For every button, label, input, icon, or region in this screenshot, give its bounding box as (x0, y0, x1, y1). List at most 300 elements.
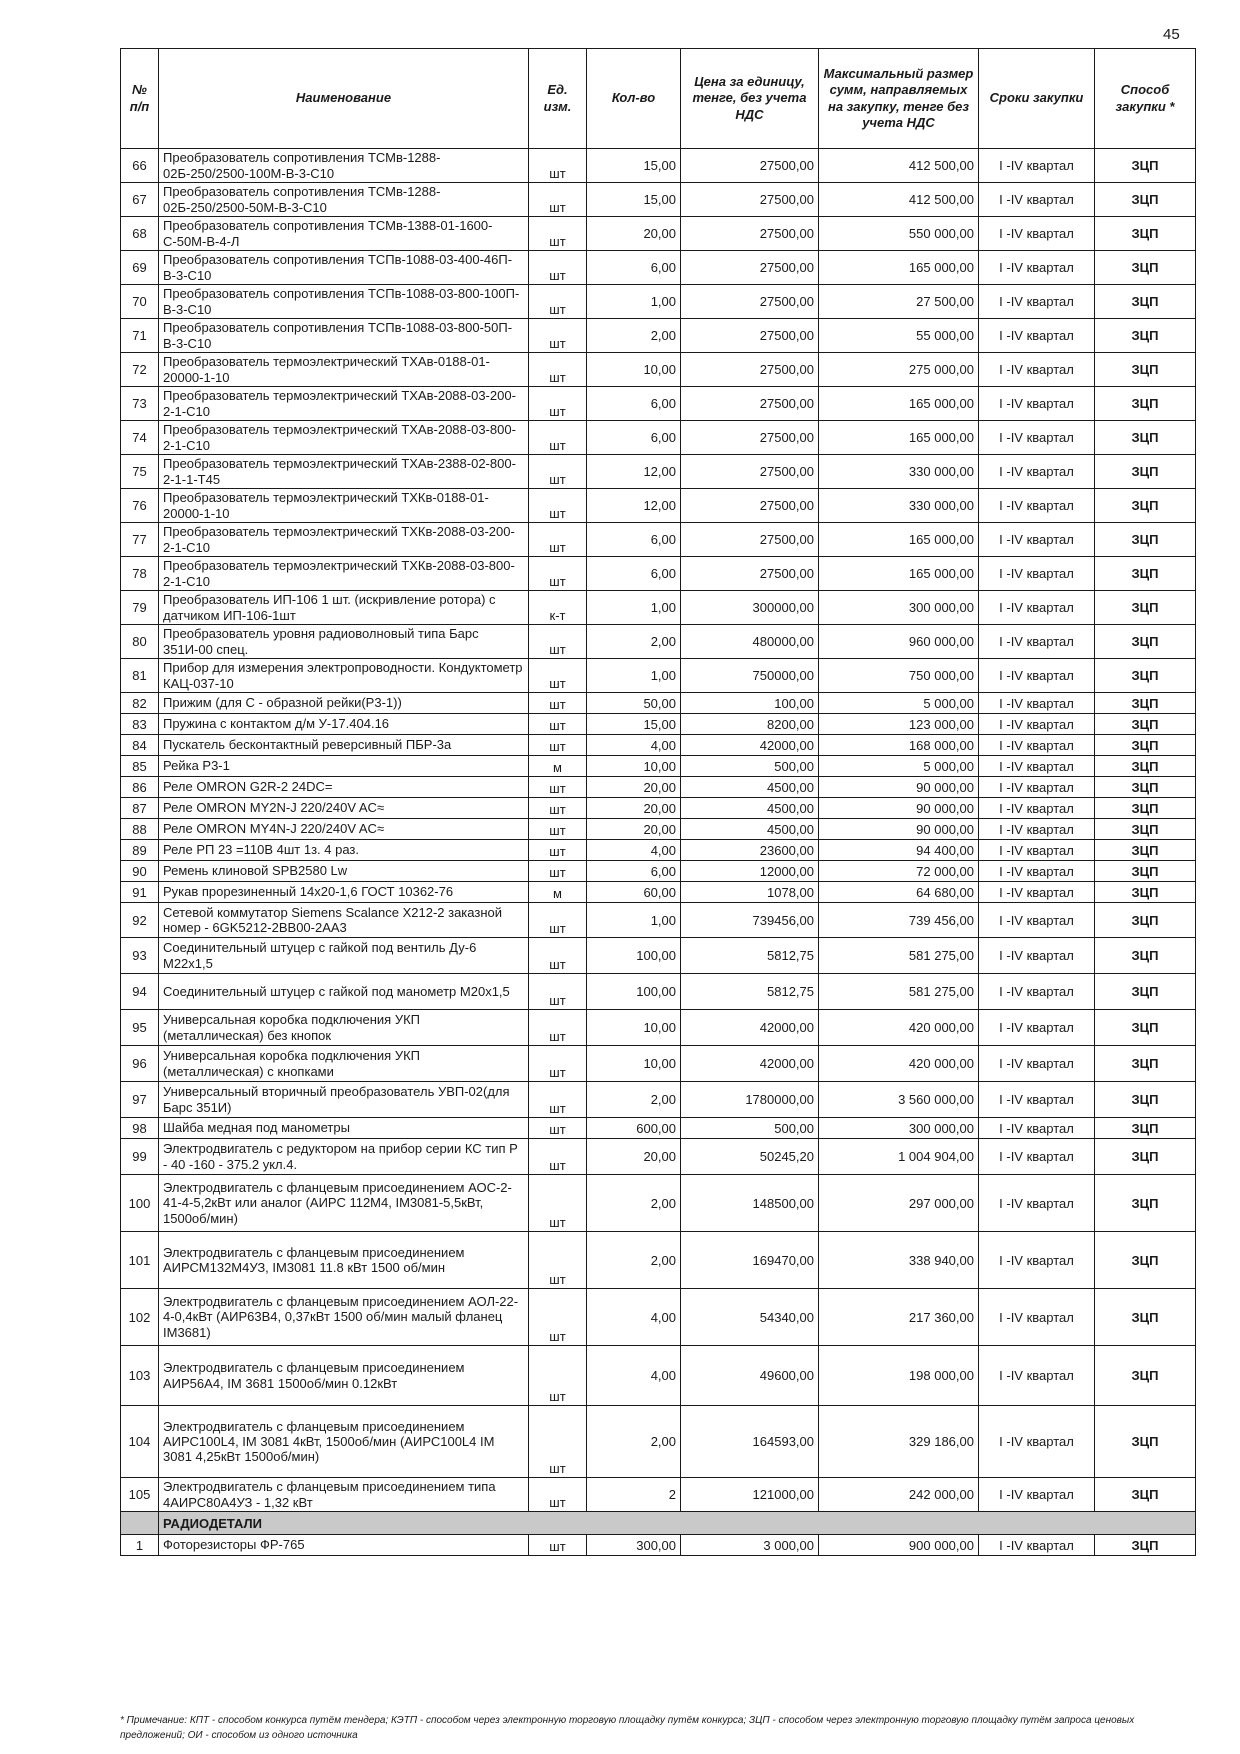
row-number: 76 (121, 489, 159, 523)
term-cell: I -IV квартал (979, 840, 1095, 861)
item-name: Универсальная коробка подключения УКП (металлическая) без кнопок (159, 1010, 529, 1046)
procurement-table (120, 48, 1196, 1556)
method-cell: ЗЦП (1095, 183, 1196, 217)
unit-cell: к-т (529, 591, 587, 625)
table-row (121, 455, 1196, 489)
term-cell: I -IV квартал (979, 421, 1095, 455)
unit-price-cell: 27500,00 (681, 251, 819, 285)
term-cell: I -IV квартал (979, 1175, 1095, 1232)
unit-cell: шт (529, 523, 587, 557)
item-name: Реле РП 23 =110В 4шт 1з. 4 раз. (159, 840, 529, 861)
method-cell: ЗЦП (1095, 1118, 1196, 1139)
unit-price-cell: 27500,00 (681, 523, 819, 557)
unit-cell: шт (529, 285, 587, 319)
page-number: 45 (1163, 26, 1180, 43)
unit-price-cell: 4500,00 (681, 777, 819, 798)
method-cell: ЗЦП (1095, 1139, 1196, 1175)
unit-cell: шт (529, 1082, 587, 1118)
quantity-cell: 6,00 (587, 387, 681, 421)
unit-price-cell: 169470,00 (681, 1232, 819, 1289)
table-row (121, 777, 1196, 798)
unit-price-cell: 500,00 (681, 756, 819, 777)
unit-price-cell: 49600,00 (681, 1346, 819, 1406)
term-cell: I -IV квартал (979, 557, 1095, 591)
unit-price-cell: 1078,00 (681, 882, 819, 903)
unit-price-cell: 27500,00 (681, 421, 819, 455)
unit-price-cell: 27500,00 (681, 149, 819, 183)
row-number: 70 (121, 285, 159, 319)
term-cell: I -IV квартал (979, 693, 1095, 714)
row-number: 68 (121, 217, 159, 251)
unit-price-cell: 1780000,00 (681, 1082, 819, 1118)
row-number: 98 (121, 1118, 159, 1139)
unit-price-cell: 300000,00 (681, 591, 819, 625)
section-title: РАДИОДЕТАЛИ (159, 1512, 1196, 1535)
item-name: Преобразователь термоэлектрический ТХКв-0188-01-20000-1-10 (159, 489, 529, 523)
unit-cell: шт (529, 1232, 587, 1289)
row-number: 93 (121, 938, 159, 974)
term-cell: I -IV квартал (979, 1289, 1095, 1346)
max-sum-cell: 123 000,00 (819, 714, 979, 735)
unit-cell: шт (529, 1535, 587, 1556)
unit-cell: шт (529, 1139, 587, 1175)
max-sum-cell: 330 000,00 (819, 489, 979, 523)
term-cell: I -IV квартал (979, 489, 1095, 523)
header-price: Цена за единицу, тенге, без учета НДС (681, 49, 819, 149)
row-number: 87 (121, 798, 159, 819)
quantity-cell: 60,00 (587, 882, 681, 903)
item-name: Реле OMRON MY2N-J 220/240V AC≈ (159, 798, 529, 819)
table-row (121, 714, 1196, 735)
unit-cell: шт (529, 903, 587, 938)
unit-cell: шт (529, 1010, 587, 1046)
item-name: Фоторезисторы ФР-765 (159, 1535, 529, 1556)
item-name: Электродвигатель с фланцевым присоединением типа 4АИРС80А4УЗ - 1,32 кВт (159, 1478, 529, 1512)
item-name: Соединительный штуцер с гайкой под манометр М20х1,5 (159, 974, 529, 1010)
unit-cell: шт (529, 819, 587, 840)
table-row (121, 840, 1196, 861)
quantity-cell: 6,00 (587, 861, 681, 882)
unit-cell: шт (529, 798, 587, 819)
method-cell: ЗЦП (1095, 1535, 1196, 1556)
row-number: 105 (121, 1478, 159, 1512)
item-name: Рейка Р3-1 (159, 756, 529, 777)
item-name: Преобразователь уровня радиоволновый типа Барс 351И-00 спец. (159, 625, 529, 659)
header-num: № п/п (121, 49, 159, 149)
method-cell: ЗЦП (1095, 840, 1196, 861)
unit-price-cell: 100,00 (681, 693, 819, 714)
row-number: 89 (121, 840, 159, 861)
row-number: 81 (121, 659, 159, 693)
max-sum-cell: 750 000,00 (819, 659, 979, 693)
unit-cell: шт (529, 251, 587, 285)
method-cell: ЗЦП (1095, 217, 1196, 251)
term-cell: I -IV квартал (979, 387, 1095, 421)
unit-cell: шт (529, 1175, 587, 1232)
term-cell: I -IV квартал (979, 903, 1095, 938)
quantity-cell: 1,00 (587, 903, 681, 938)
unit-price-cell: 12000,00 (681, 861, 819, 882)
term-cell: I -IV квартал (979, 938, 1095, 974)
unit-cell: шт (529, 974, 587, 1010)
row-number: 94 (121, 974, 159, 1010)
unit-cell: шт (529, 353, 587, 387)
item-name: Универсальная коробка подключения УКП (металлическая) с кнопками (159, 1046, 529, 1082)
method-cell: ЗЦП (1095, 659, 1196, 693)
quantity-cell: 100,00 (587, 938, 681, 974)
item-name: Пускатель бесконтактный реверсивный ПБР-3а (159, 735, 529, 756)
unit-cell: шт (529, 735, 587, 756)
max-sum-cell: 90 000,00 (819, 777, 979, 798)
item-name: Пружина с контактом д/м У-17.404.16 (159, 714, 529, 735)
row-number: 75 (121, 455, 159, 489)
table-row (121, 183, 1196, 217)
unit-cell: шт (529, 714, 587, 735)
table-row (121, 251, 1196, 285)
table-row (121, 489, 1196, 523)
max-sum-cell: 550 000,00 (819, 217, 979, 251)
header-name: Наименование (159, 49, 529, 149)
unit-cell: шт (529, 319, 587, 353)
quantity-cell: 4,00 (587, 1346, 681, 1406)
method-cell: ЗЦП (1095, 819, 1196, 840)
item-name: Преобразователь сопротивления ТСПв-1088-03-400-46П-В-3-С10 (159, 251, 529, 285)
section-row (121, 1512, 1196, 1535)
row-number: 97 (121, 1082, 159, 1118)
term-cell: I -IV квартал (979, 319, 1095, 353)
term-cell: I -IV квартал (979, 1046, 1095, 1082)
unit-cell: шт (529, 938, 587, 974)
table-row (121, 591, 1196, 625)
max-sum-cell: 165 000,00 (819, 251, 979, 285)
quantity-cell: 50,00 (587, 693, 681, 714)
table-row (121, 1478, 1196, 1512)
quantity-cell: 6,00 (587, 523, 681, 557)
method-cell: ЗЦП (1095, 421, 1196, 455)
unit-cell: шт (529, 625, 587, 659)
max-sum-cell: 198 000,00 (819, 1346, 979, 1406)
unit-cell: шт (529, 1046, 587, 1082)
quantity-cell: 15,00 (587, 183, 681, 217)
unit-price-cell: 739456,00 (681, 903, 819, 938)
table-row (121, 1118, 1196, 1139)
method-cell: ЗЦП (1095, 251, 1196, 285)
row-number: 66 (121, 149, 159, 183)
max-sum-cell: 94 400,00 (819, 840, 979, 861)
unit-cell: м (529, 882, 587, 903)
term-cell: I -IV квартал (979, 1139, 1095, 1175)
item-name: Преобразователь ИП-106 1 шт. (искривление ротора) с датчиком ИП-106-1шт (159, 591, 529, 625)
method-cell: ЗЦП (1095, 319, 1196, 353)
table-row (121, 557, 1196, 591)
item-name: Преобразователь термоэлектрический ТХАв-2388-02-800-2-1-1-Т45 (159, 455, 529, 489)
item-name: Реле OMRON MY4N-J 220/240V AC≈ (159, 819, 529, 840)
row-number: 102 (121, 1289, 159, 1346)
table-row (121, 1175, 1196, 1232)
method-cell: ЗЦП (1095, 1175, 1196, 1232)
row-number: 103 (121, 1346, 159, 1406)
quantity-cell: 6,00 (587, 421, 681, 455)
item-name: Преобразователь сопротивления ТСМв-1388-01-1600-С-50М-В-4-Л (159, 217, 529, 251)
item-name: Преобразователь термоэлектрический ТХКв-2088-03-200-2-1-С10 (159, 523, 529, 557)
term-cell: I -IV квартал (979, 1406, 1095, 1478)
table-row (121, 1535, 1196, 1556)
method-cell: ЗЦП (1095, 882, 1196, 903)
term-cell: I -IV квартал (979, 819, 1095, 840)
table-row (121, 1139, 1196, 1175)
unit-cell: шт (529, 1478, 587, 1512)
item-name: Преобразователь термоэлектрический ТХКв-2088-03-800-2-1-С10 (159, 557, 529, 591)
table-row (121, 735, 1196, 756)
unit-price-cell: 148500,00 (681, 1175, 819, 1232)
term-cell: I -IV квартал (979, 659, 1095, 693)
quantity-cell: 10,00 (587, 1046, 681, 1082)
quantity-cell: 4,00 (587, 735, 681, 756)
quantity-cell: 10,00 (587, 756, 681, 777)
item-name: Ремень клиновой SPB2580 Lw (159, 861, 529, 882)
unit-price-cell: 5812,75 (681, 938, 819, 974)
method-cell: ЗЦП (1095, 591, 1196, 625)
row-number: 104 (121, 1406, 159, 1478)
row-number: 69 (121, 251, 159, 285)
max-sum-cell: 300 000,00 (819, 1118, 979, 1139)
term-cell: I -IV квартал (979, 251, 1095, 285)
max-sum-cell: 1 004 904,00 (819, 1139, 979, 1175)
term-cell: I -IV квартал (979, 882, 1095, 903)
unit-price-cell: 8200,00 (681, 714, 819, 735)
max-sum-cell: 297 000,00 (819, 1175, 979, 1232)
unit-cell: шт (529, 693, 587, 714)
max-sum-cell: 581 275,00 (819, 974, 979, 1010)
unit-price-cell: 23600,00 (681, 840, 819, 861)
quantity-cell: 12,00 (587, 455, 681, 489)
table-row (121, 861, 1196, 882)
table-row (121, 1289, 1196, 1346)
term-cell: I -IV квартал (979, 1010, 1095, 1046)
row-number: 73 (121, 387, 159, 421)
table-row (121, 625, 1196, 659)
row-number: 77 (121, 523, 159, 557)
method-cell: ЗЦП (1095, 557, 1196, 591)
row-number: 1 (121, 1535, 159, 1556)
unit-price-cell: 27500,00 (681, 489, 819, 523)
unit-cell: шт (529, 1118, 587, 1139)
quantity-cell: 12,00 (587, 489, 681, 523)
item-name: Рукав прорезиненный 14х20-1,6 ГОСТ 10362-76 (159, 882, 529, 903)
footnote: * Примечание: КПТ - способом конкурса путём тендера; КЭТП - способом через электронную торговую площадку путём конкурса; ЗЦП - способом через электронную торговую площадку путём запроса ценовых предложений; ОИ - способом из одного источника (120, 1715, 1135, 1741)
quantity-cell: 1,00 (587, 591, 681, 625)
row-number: 99 (121, 1139, 159, 1175)
max-sum-cell: 64 680,00 (819, 882, 979, 903)
max-sum-cell: 412 500,00 (819, 183, 979, 217)
unit-price-cell: 42000,00 (681, 1010, 819, 1046)
quantity-cell: 10,00 (587, 353, 681, 387)
table-header (121, 49, 1196, 149)
quantity-cell: 2 (587, 1478, 681, 1512)
max-sum-cell: 275 000,00 (819, 353, 979, 387)
term-cell: I -IV квартал (979, 353, 1095, 387)
method-cell: ЗЦП (1095, 625, 1196, 659)
table-row (121, 421, 1196, 455)
unit-price-cell: 500,00 (681, 1118, 819, 1139)
table-row (121, 387, 1196, 421)
table-row (121, 882, 1196, 903)
item-name: Электродвигатель с фланцевым присоединением АИРС100L4, IM 3081 4кВт, 1500об/мин (АИРС100L4 IM 3081 4,25кВт 1500об/мин) (159, 1406, 529, 1478)
term-cell: I -IV квартал (979, 756, 1095, 777)
table-row (121, 938, 1196, 974)
term-cell: I -IV квартал (979, 1118, 1095, 1139)
unit-price-cell: 27500,00 (681, 455, 819, 489)
unit-price-cell: 50245,20 (681, 1139, 819, 1175)
method-cell: ЗЦП (1095, 1232, 1196, 1289)
term-cell: I -IV квартал (979, 861, 1095, 882)
item-name: Соединительный штуцер с гайкой под вентиль Ду-6 М22х1,5 (159, 938, 529, 974)
row-number: 82 (121, 693, 159, 714)
unit-price-cell: 54340,00 (681, 1289, 819, 1346)
row-number: 72 (121, 353, 159, 387)
term-cell: I -IV квартал (979, 217, 1095, 251)
method-cell: ЗЦП (1095, 861, 1196, 882)
row-number: 83 (121, 714, 159, 735)
table-row (121, 659, 1196, 693)
unit-price-cell: 5812,75 (681, 974, 819, 1010)
item-name: Сетевой коммутатор Siemens Scalance X212-2 заказной номер - 6GK5212-2BB00-2AA3 (159, 903, 529, 938)
max-sum-cell: 242 000,00 (819, 1478, 979, 1512)
method-cell: ЗЦП (1095, 387, 1196, 421)
quantity-cell: 2,00 (587, 319, 681, 353)
item-name: Электродвигатель с фланцевым присоединением АОЛ-22-4-0,4кВт (АИР63В4, 0,37кВт 1500 об/мин малый фланец IM3681) (159, 1289, 529, 1346)
max-sum-cell: 420 000,00 (819, 1046, 979, 1082)
term-cell: I -IV квартал (979, 149, 1095, 183)
term-cell: I -IV квартал (979, 1232, 1095, 1289)
table-row (121, 1406, 1196, 1478)
method-cell: ЗЦП (1095, 1289, 1196, 1346)
table-row (121, 149, 1196, 183)
term-cell: I -IV квартал (979, 777, 1095, 798)
unit-cell: шт (529, 183, 587, 217)
max-sum-cell: 165 000,00 (819, 557, 979, 591)
term-cell: I -IV квартал (979, 183, 1095, 217)
row-number: 71 (121, 319, 159, 353)
term-cell: I -IV квартал (979, 974, 1095, 1010)
item-name: Электродвигатель с редуктором на прибор серии КС тип Р - 40 -160 - 375.2 укл.4. (159, 1139, 529, 1175)
method-cell: ЗЦП (1095, 455, 1196, 489)
max-sum-cell: 960 000,00 (819, 625, 979, 659)
unit-cell: шт (529, 861, 587, 882)
quantity-cell: 2,00 (587, 1406, 681, 1478)
table-row (121, 319, 1196, 353)
unit-price-cell: 3 000,00 (681, 1535, 819, 1556)
method-cell: ЗЦП (1095, 798, 1196, 819)
unit-cell: шт (529, 557, 587, 591)
term-cell: I -IV квартал (979, 455, 1095, 489)
quantity-cell: 10,00 (587, 1010, 681, 1046)
term-cell: I -IV квартал (979, 798, 1095, 819)
row-number: 80 (121, 625, 159, 659)
max-sum-cell: 300 000,00 (819, 591, 979, 625)
row-number: 86 (121, 777, 159, 798)
unit-cell: шт (529, 659, 587, 693)
unit-price-cell: 121000,00 (681, 1478, 819, 1512)
term-cell: I -IV квартал (979, 285, 1095, 319)
table-row (121, 523, 1196, 557)
item-name: Шайба медная под манометры (159, 1118, 529, 1139)
quantity-cell: 6,00 (587, 557, 681, 591)
table-row (121, 1046, 1196, 1082)
max-sum-cell: 329 186,00 (819, 1406, 979, 1478)
term-cell: I -IV квартал (979, 1346, 1095, 1406)
max-sum-cell: 165 000,00 (819, 421, 979, 455)
quantity-cell: 20,00 (587, 217, 681, 251)
method-cell: ЗЦП (1095, 523, 1196, 557)
method-cell: ЗЦП (1095, 693, 1196, 714)
method-cell: ЗЦП (1095, 903, 1196, 938)
unit-price-cell: 750000,00 (681, 659, 819, 693)
item-name: Электродвигатель с фланцевым присоединением АИРСМ132М4УЗ, IM3081 11.8 кВт 1500 об/мин (159, 1232, 529, 1289)
max-sum-cell: 900 000,00 (819, 1535, 979, 1556)
row-number: 67 (121, 183, 159, 217)
unit-price-cell: 42000,00 (681, 735, 819, 756)
table-row (121, 353, 1196, 387)
row-number: 85 (121, 756, 159, 777)
row-number: 90 (121, 861, 159, 882)
method-cell: ЗЦП (1095, 735, 1196, 756)
method-cell: ЗЦП (1095, 974, 1196, 1010)
unit-cell: шт (529, 217, 587, 251)
quantity-cell: 6,00 (587, 251, 681, 285)
row-number: 96 (121, 1046, 159, 1082)
unit-cell: шт (529, 1289, 587, 1346)
row-number: 95 (121, 1010, 159, 1046)
quantity-cell: 20,00 (587, 819, 681, 840)
header-max-sum: Максимальный размер сумм, направляемых на закупку, тенге без учета НДС (819, 49, 979, 149)
method-cell: ЗЦП (1095, 714, 1196, 735)
method-cell: ЗЦП (1095, 489, 1196, 523)
method-cell: ЗЦП (1095, 285, 1196, 319)
unit-price-cell: 27500,00 (681, 319, 819, 353)
max-sum-cell: 412 500,00 (819, 149, 979, 183)
row-number: 84 (121, 735, 159, 756)
quantity-cell: 100,00 (587, 974, 681, 1010)
row-number: 91 (121, 882, 159, 903)
unit-price-cell: 42000,00 (681, 1046, 819, 1082)
row-number: 78 (121, 557, 159, 591)
section-spacer (121, 1512, 159, 1535)
unit-cell: м (529, 756, 587, 777)
table-row (121, 285, 1196, 319)
term-cell: I -IV квартал (979, 591, 1095, 625)
quantity-cell: 1,00 (587, 285, 681, 319)
term-cell: I -IV квартал (979, 1082, 1095, 1118)
max-sum-cell: 165 000,00 (819, 523, 979, 557)
item-name: Преобразователь сопротивления ТСПв-1088-03-800-100П-В-3-С10 (159, 285, 529, 319)
unit-price-cell: 27500,00 (681, 353, 819, 387)
table-row (121, 1346, 1196, 1406)
max-sum-cell: 330 000,00 (819, 455, 979, 489)
row-number: 100 (121, 1175, 159, 1232)
row-number: 88 (121, 819, 159, 840)
quantity-cell: 4,00 (587, 840, 681, 861)
unit-price-cell: 27500,00 (681, 557, 819, 591)
max-sum-cell: 90 000,00 (819, 798, 979, 819)
table-row (121, 217, 1196, 251)
item-name: Электродвигатель с фланцевым присоединением АОС-2-41-4-5,2кВт или аналог (АИРС 112М4, IM3081-5,5кВт, 1500об/мин) (159, 1175, 529, 1232)
max-sum-cell: 168 000,00 (819, 735, 979, 756)
unit-cell: шт (529, 777, 587, 798)
unit-cell: шт (529, 387, 587, 421)
max-sum-cell: 3 560 000,00 (819, 1082, 979, 1118)
quantity-cell: 15,00 (587, 149, 681, 183)
